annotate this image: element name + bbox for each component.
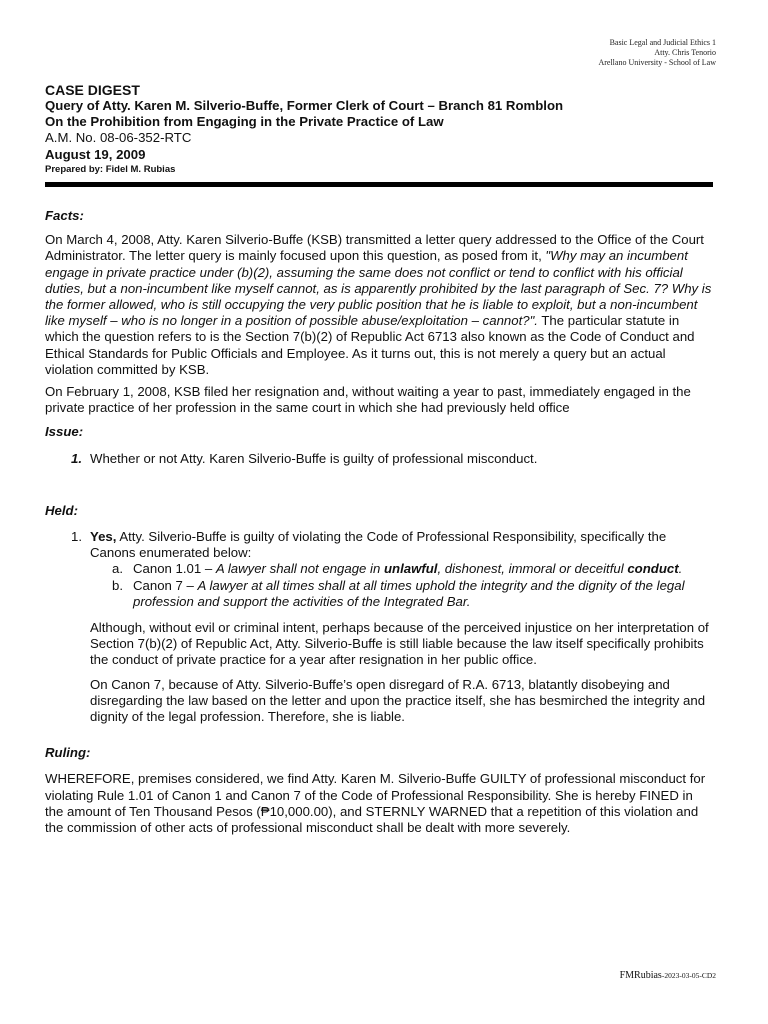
case-number: A.M. No. 08-06-352-RTC: [45, 130, 192, 145]
footer-author: FMRubias: [619, 970, 662, 981]
canon-item-a: a. Canon 1.01 – A lawyer shall not engage in unlawful, dishonest, immoral or deceitful conduct.: [112, 561, 683, 577]
held-paragraph-1: Although, without evil or criminal intent, perhaps because of the perceived injustice on her interpretation of Section 7(b)(2) of Republic Act, Atty. Silverio-Buffe is still liable because the law itself specifically prohibits the conduct of private practice for a year after resignation in her public office.: [90, 620, 709, 668]
held-text: Yes, Atty. Silverio-Buffe is guilty of violating the Code of Professional Responsibility, specifically the Canons enumerated below:: [90, 529, 667, 561]
school-name: Arellano University - School of Law: [598, 58, 716, 67]
facts-paragraph-1: On March 4, 2008, Atty. Karen Silverio-Buffe (KSB) transmitted a letter query addressed to the Office of the Court Administrator. The letter query is mainly focused upon this question, as posed from it, "Why may an incumbent engage in private practice under (b)(2), assuming the same does not conflict or tend to conflict with his official duties, but a non-incumbent like myself cannot, as is apparently prohibited by the last paragraph of Sec. 7? Why is the former allowed, who is still occupying the very public position that he is liable to exploit, but a non-incumbent like myself – who is no longer in a position of possible abuse/exploitation – cannot?". The particular statute in which the question refers to is the Section 7(b)(2) of Republic Act 6713 also known as the Code of Conduct and Ethical Standards for Public Officials and Employee. As it turns out, this is not merely a query but an actual violation committed by KSB.: [45, 232, 712, 377]
instructor-name: Atty. Chris Tenorio: [654, 48, 716, 57]
held-heading: Held:: [45, 502, 78, 518]
case-title-line-1: Query of Atty. Karen M. Silverio-Buffe, Former Clerk of Court – Branch 81 Romblon: [45, 98, 564, 113]
prepared-by: Prepared by: Fidel M. Rubias: [45, 164, 176, 175]
digest-body: [45, 208, 713, 836]
ruling-text: WHEREFORE, premises considered, we find Atty. Karen M. Silverio-Buffe GUILTY of professional misconduct for violating Rule 1.01 of Canon 1 and Canon 7 of the Code of Professional Responsibility. She is hereby FINED in the amount of Ten Thousand Pesos (₱10,000.00), and STERNLY WARNED that a repetition of this violation and the commission of other acts of professional misconduct shall be dealt with more severely.: [45, 771, 706, 836]
footer-code: -2023-03-05-CD2: [661, 971, 716, 980]
case-title-line-2: On the Prohibition from Engaging in the Private Practice of Law: [45, 114, 444, 129]
header-course-info: [598, 38, 716, 68]
held-number: 1.: [71, 529, 82, 545]
held-paragraph-2: On Canon 7, because of Atty. Silverio-Buffe’s open disregard of R.A. 6713, blatantly disobeying and disregarding the law based on the letter and upon the practice itself, she has besmirched the integrity and dignity of the legal profession. Therefore, she is liable.: [90, 676, 706, 725]
facts-heading: Facts:: [45, 208, 84, 223]
title-block: [45, 82, 725, 176]
canon-list: [45, 561, 713, 610]
canon-item-b: b. Canon 7 – A lawyer at all times shall at all times uphold the integrity and the dignity of the legal profession and support the activities of the Integrated Bar.: [112, 577, 685, 609]
document-type: CASE DIGEST: [45, 82, 140, 98]
issue-item: [45, 451, 713, 467]
footer-id: [620, 970, 716, 981]
held-item: [45, 529, 713, 561]
course-title: Basic Legal and Judicial Ethics 1: [609, 38, 716, 47]
facts-paragraph-2: On February 1, 2008, KSB filed her resignation and, without waiting a year to past, immediately engaged in the private practice of her profession in the same court in which she had previously held office: [45, 384, 691, 416]
issue-heading: Issue:: [45, 424, 84, 440]
ruling-heading: Ruling:: [45, 745, 91, 761]
issue-number: 1.: [71, 450, 82, 466]
case-date: August 19, 2009: [45, 147, 146, 162]
header-divider: [45, 182, 713, 187]
issue-text: Whether or not Atty. Karen Silverio-Buffe is guilty of professional misconduct.: [90, 450, 538, 466]
facts-quote: "Why may an incumbent engage in private practice under (b)(2), assuming the same does not conflict or tend to conflict with his official duties, but a non-incumbent like myself cannot, as is apparently prohibited by the last paragraph of Sec. 7? Why is the former allowed, who is still occupying the very public position that he is liable to exploit, but a non-incumbent like myself – who is no longer in a position of possible abuse/exploitation – cannot?".: [45, 248, 712, 329]
